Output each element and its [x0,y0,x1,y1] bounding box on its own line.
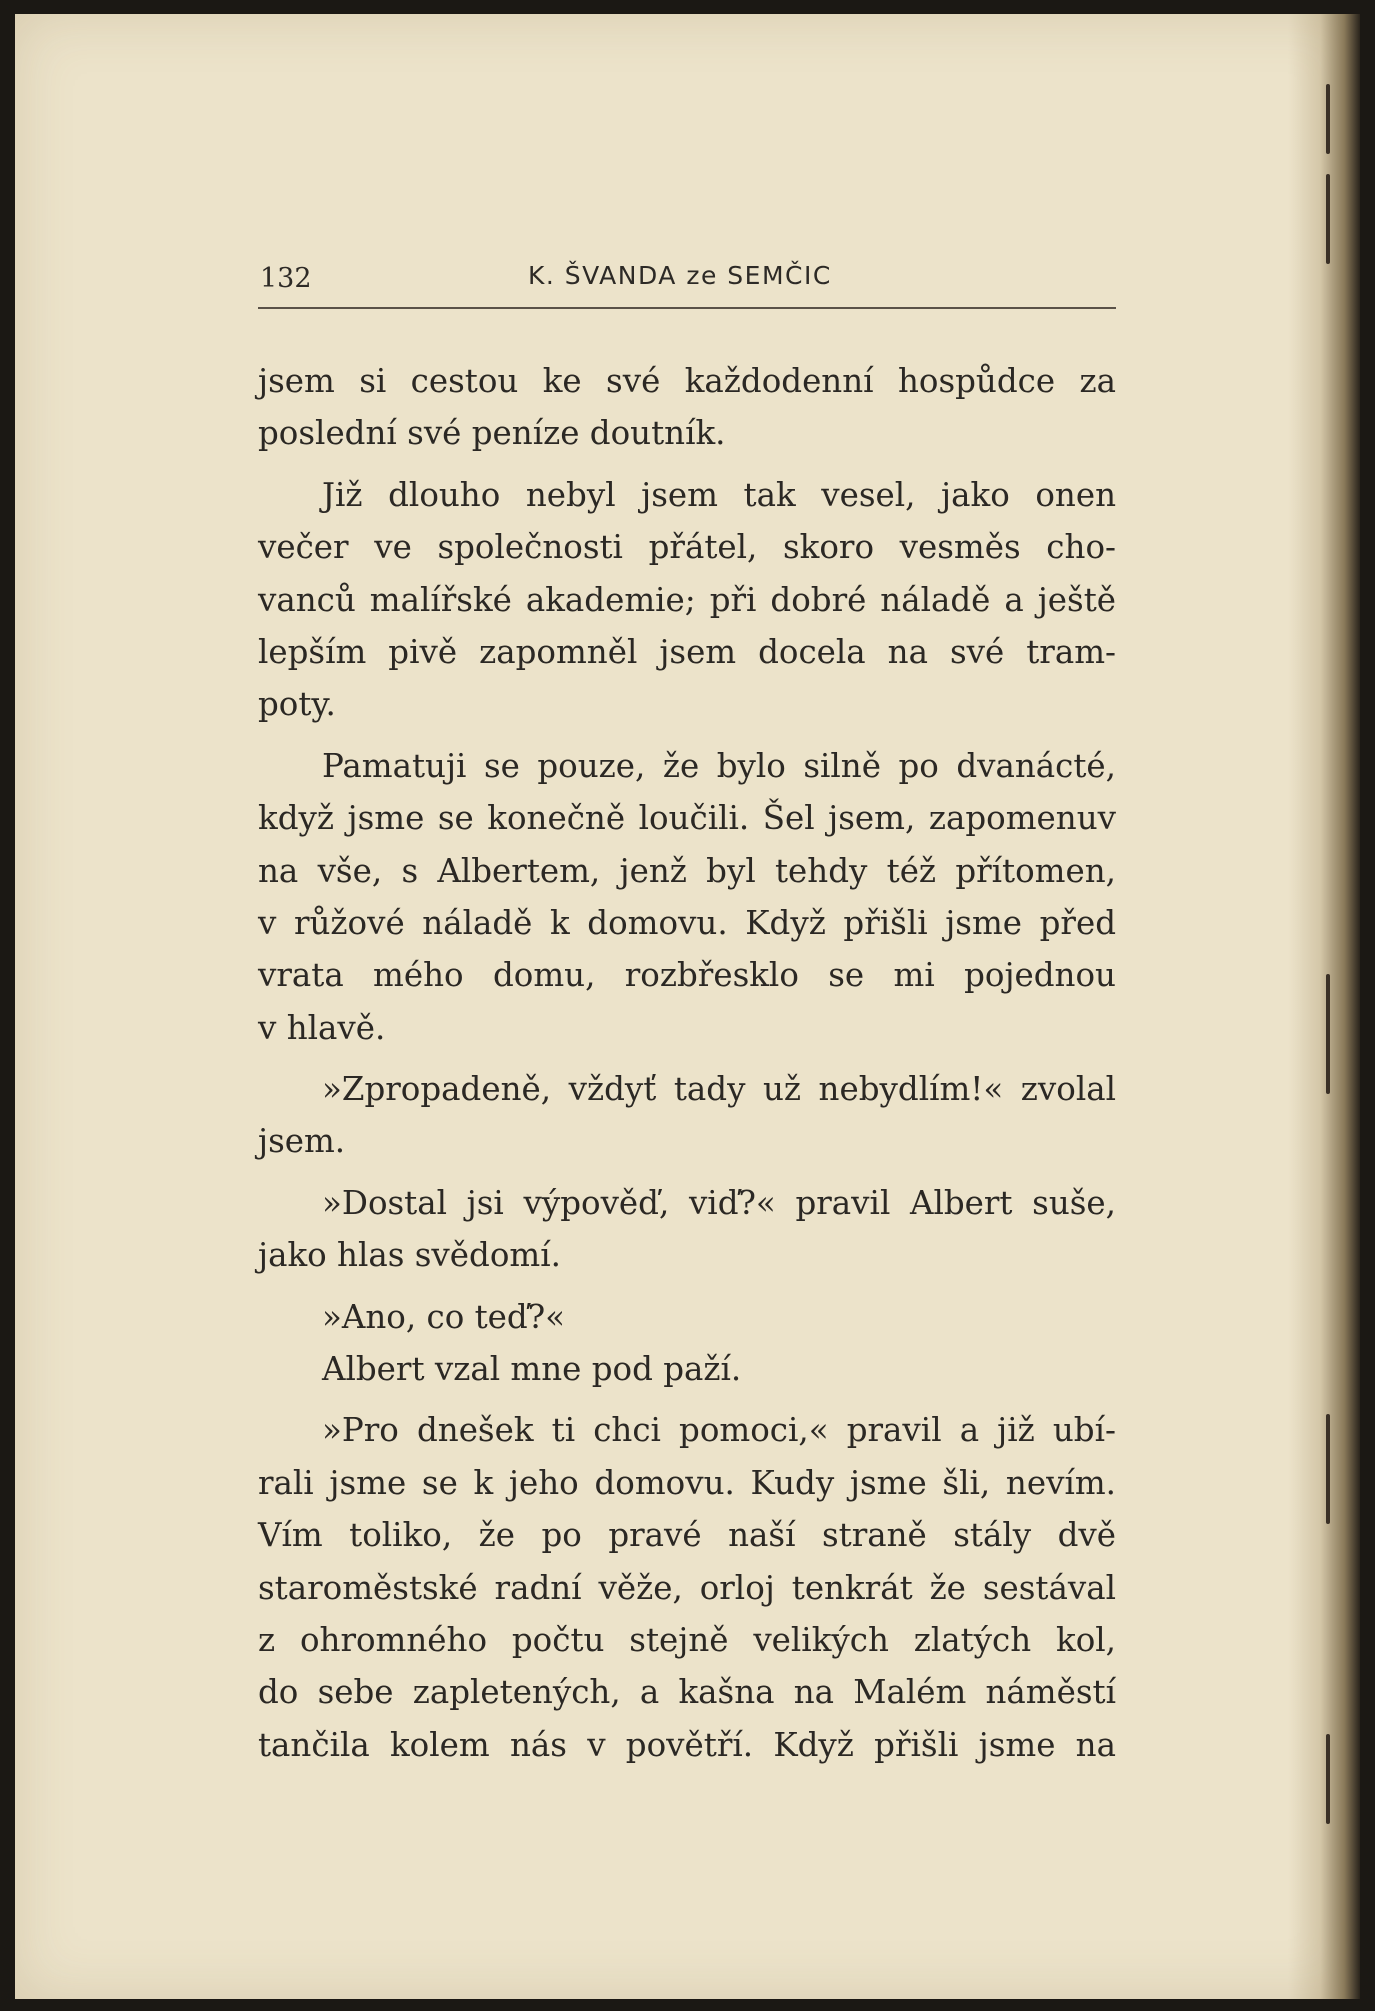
text-line: vanců malířské akademie; při dobré náladě a ještě [258,580,1116,619]
paragraph [258,1291,1116,1396]
binding-mark [1326,1734,1330,1824]
text-line: »Zpropadeně, vždyť tady už nebydlím!« zvolal [322,1070,1116,1109]
text-line: jsem si cestou ke své každodenní hospůdce za [258,362,1116,400]
text-line: Již dlouho nebyl jsem tak vesel, jako onen [322,475,1116,514]
paragraph [258,1063,1116,1168]
text-line: na vše, s Albertem, jenž byl tehdy též přítomen, [258,851,1116,890]
text-line: vrata mého domu, rozbřesklo se mi pojednou [258,956,1116,995]
text-line: lepším pivě zapomněl jsem docela na své tram- [258,632,1116,671]
text-line: »Dostal jsi výpověď, viď?« pravil Albert suše, [322,1183,1116,1222]
page-number: 132 [260,263,312,294]
text-line: »Pro dnešek ti chci pomoci,« pravil a již ubí- [322,1411,1116,1450]
text-line: tančila kolem nás v povětří. Když přišli jsme na [258,1725,1116,1764]
paragraph [258,355,1116,460]
text-line: Vím toliko, že po pravé naší straně stály dvě [258,1516,1116,1555]
text-line: rali jsme se k jeho domovu. Kudy jsme šli, nevím. [258,1463,1116,1502]
running-head [258,259,1116,309]
binding-mark [1326,1414,1330,1524]
text-line: Pamatuji se pouze, že bylo silně po dvanácté, [322,746,1116,785]
text-line: staroměstské radní věže, orloj tenkrát že sestával [258,1568,1116,1607]
text-line: poty. [258,685,336,724]
text-line: jsem. [258,1122,346,1161]
binding-mark [1326,84,1330,154]
paragraph [258,740,1116,1054]
text-line: do sebe zapletených, a kašna na Malém náměstí [258,1673,1116,1712]
paragraph [258,1177,1116,1282]
body-text [258,355,1116,1771]
text-line: v hlavě. [258,1008,386,1047]
running-title: K. ŠVANDA ze SEMČIC [528,261,832,290]
text-line: z ohromného počtu stejně velikých zlatých kol, [258,1620,1116,1659]
text-line: večer ve společnosti přátel, skoro vesměs cho- [258,528,1116,567]
page-gutter-shadow [1288,14,1360,1999]
text-line: »Ano, co teď?« [322,1297,566,1336]
text-line: když jsme se konečně loučili. Šel jsem, zapomenuv [258,799,1116,838]
text-line: Albert vzal mne pod paží. [322,1350,742,1389]
text-line: v růžové náladě k domovu. Když přišli jsme před [258,903,1116,942]
text-line: poslední své peníze doutník. [258,414,726,453]
paragraph [258,469,1116,731]
binding-mark [1326,174,1330,264]
text-line: jako hlas svědomí. [258,1236,561,1275]
paragraph [258,1404,1116,1771]
binding-mark [1326,974,1330,1094]
